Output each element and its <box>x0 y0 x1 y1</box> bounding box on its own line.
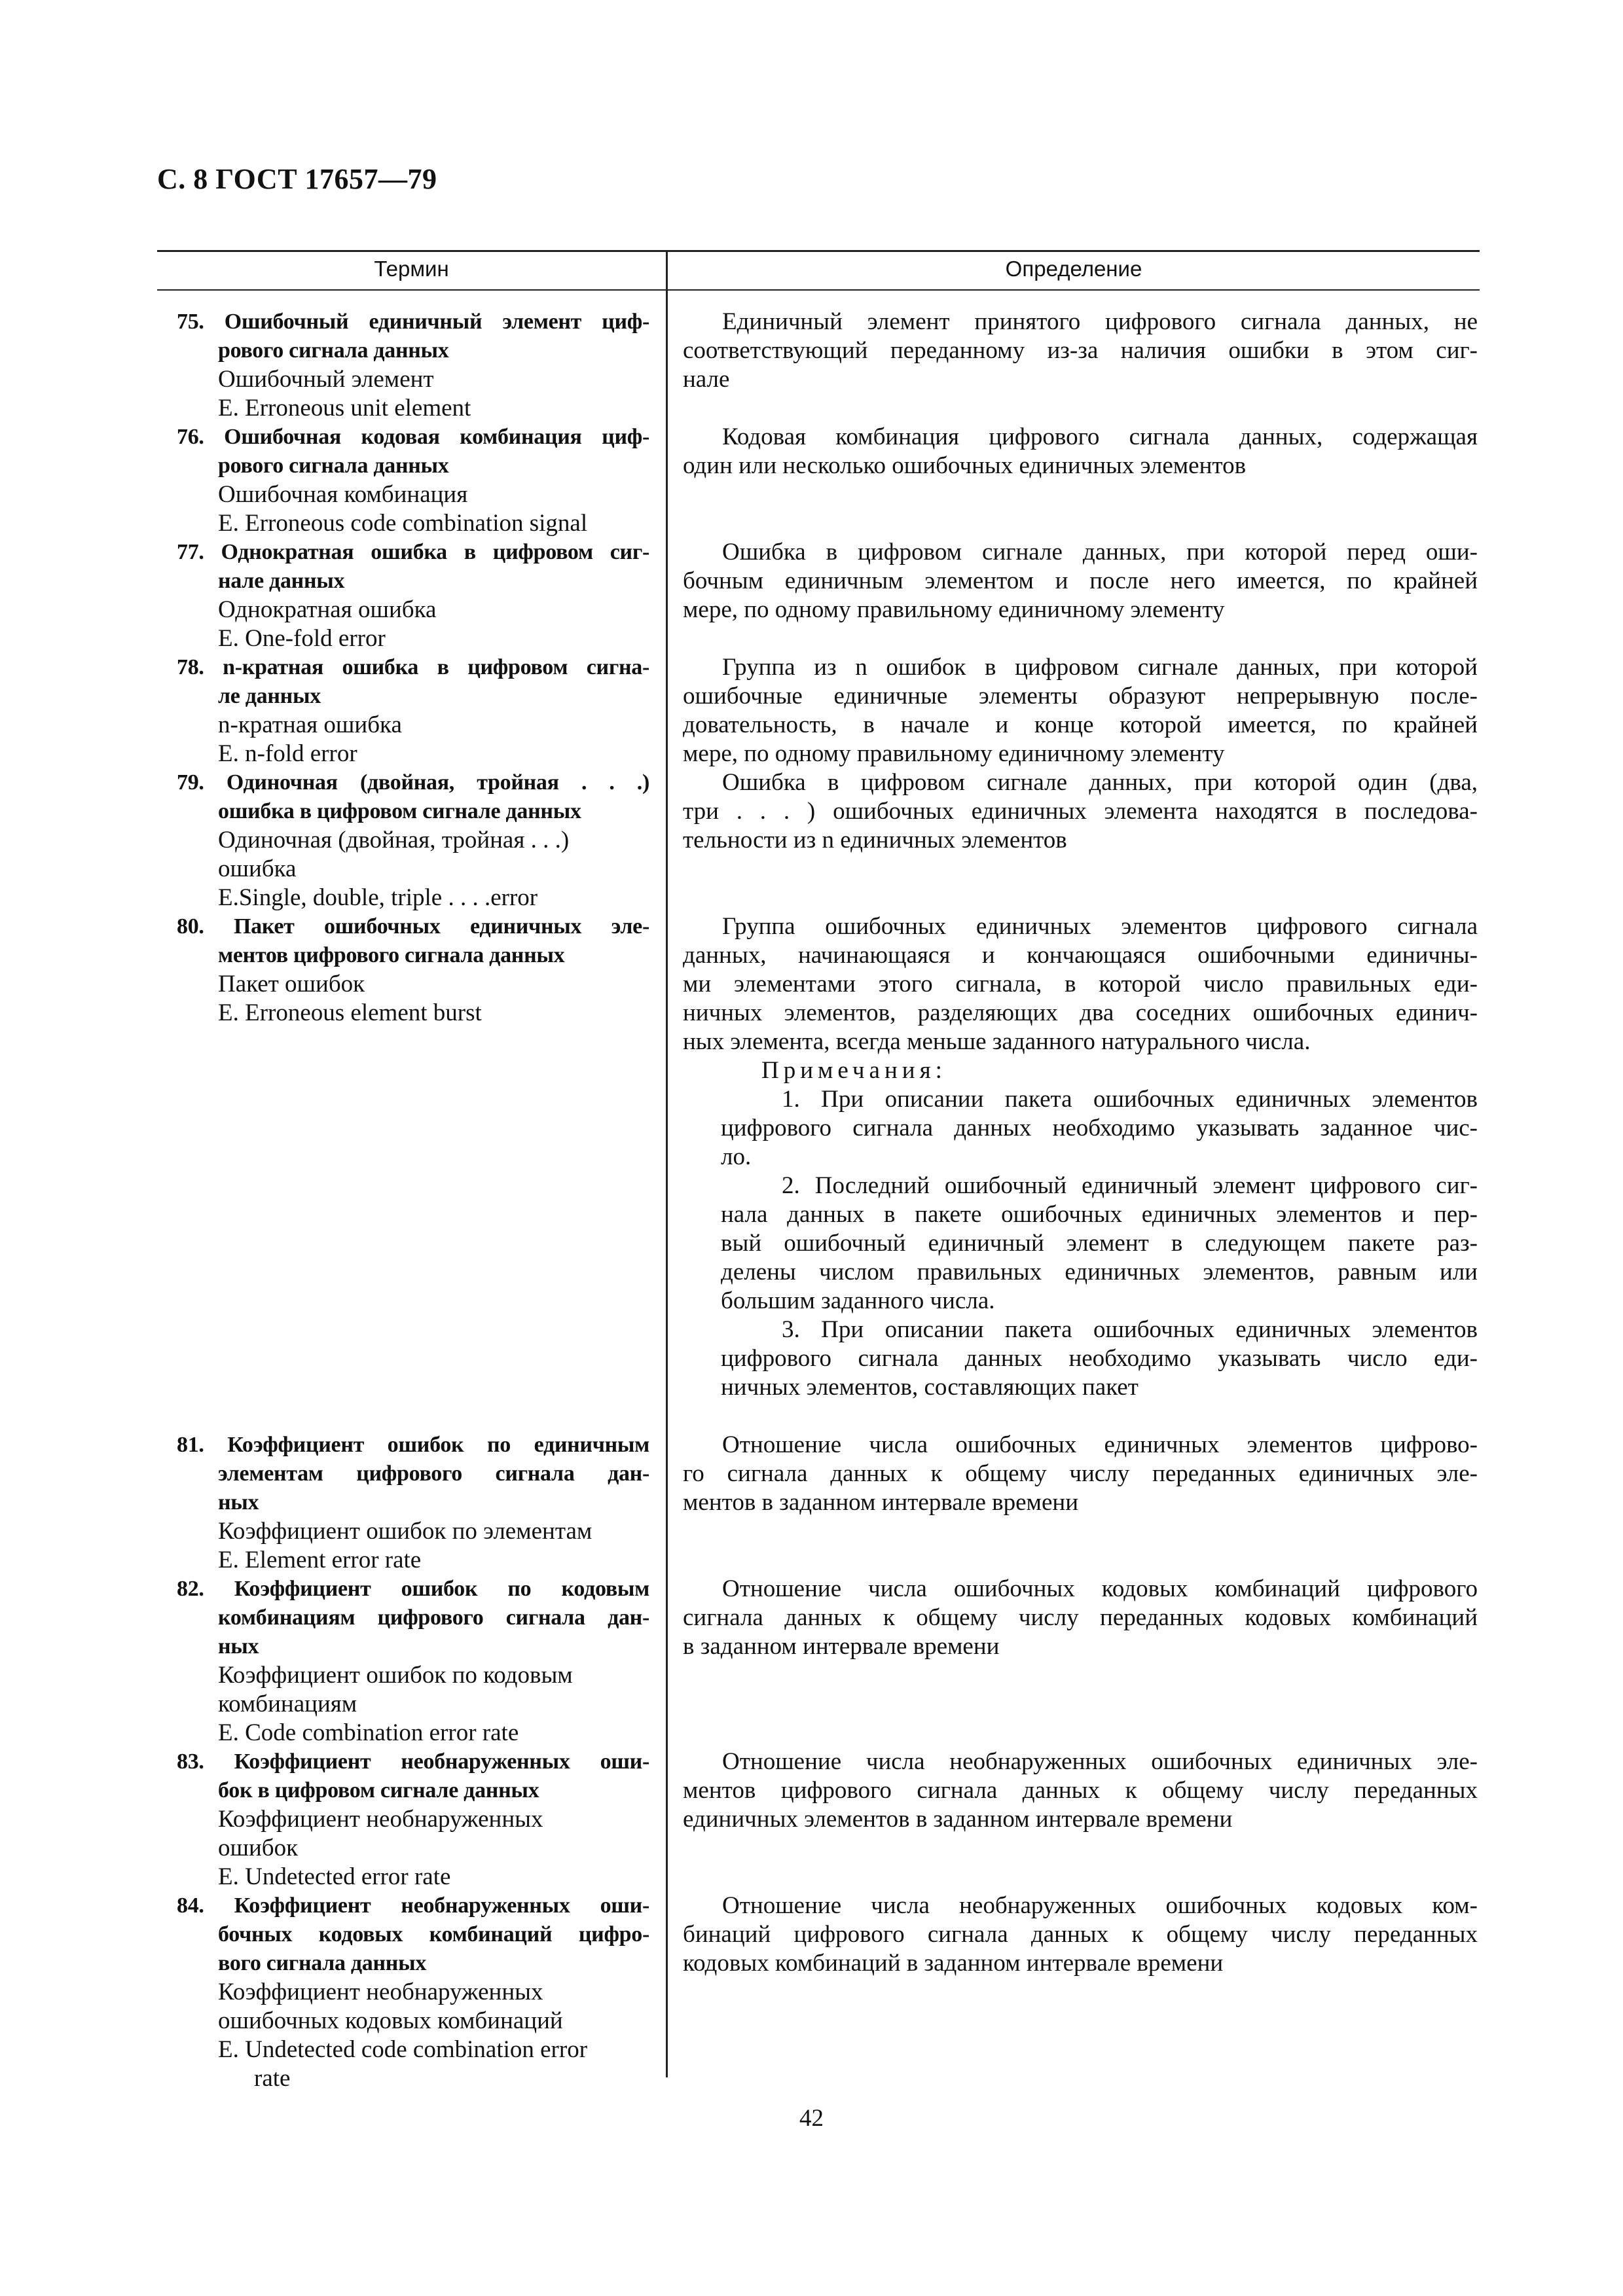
term-synonym-line: Коэффициент ошибок по кодовым <box>218 1662 573 1689</box>
term-synonym-line: Коэффициент ошибок по элементам <box>218 1518 593 1545</box>
definition-line: ничных элементов, разделяющих два соседних ошибочных единич- <box>683 999 1478 1026</box>
definition-entry <box>683 1575 1478 1661</box>
term-synonym-line: E. One-fold error <box>218 625 386 652</box>
column-header-definition: Определение <box>1005 257 1142 281</box>
note-line: ничных элементов, составляющих пакет <box>721 1374 1139 1401</box>
definition-line: ных элемента, всегда меньше заданного натурального числа. <box>683 1028 1311 1055</box>
term-entry <box>157 1575 649 1748</box>
term-synonym-line: E. Code combination error rate <box>218 1719 519 1746</box>
note-line: ло. <box>721 1143 752 1170</box>
definition-line: Отношение числа необнаруженных ошибочных кодовых ком- <box>722 1892 1478 1919</box>
definition-line: нале <box>683 366 730 393</box>
note-line: 1. При описании пакета ошибочных единичных элементов <box>782 1086 1478 1113</box>
definition-line: Группа ошибочных единичных элементов цифрового сигнала <box>722 913 1478 940</box>
term-synonym-line: E. Element error rate <box>218 1547 422 1573</box>
term-name-line: бочных кодовых комбинаций цифро- <box>218 1922 649 1946</box>
term-entry <box>157 1892 649 2093</box>
term-entry <box>157 423 649 538</box>
term-synonym-line: Пакет ошибок <box>218 971 365 997</box>
term-name-line: 77. Однократная ошибка в цифровом сиг- <box>177 540 649 564</box>
term-synonym-line: Однократная ошибка <box>218 596 437 623</box>
definition-line: Группа из n ошибок в цифровом сигнале данных, при которой <box>722 654 1478 681</box>
definition-line: Отношение числа ошибочных единичных элементов цифрово- <box>722 1431 1478 1458</box>
term-synonym-line: E.Single, double, triple . . . .error <box>218 884 538 911</box>
definition-line: три . . . ) ошибочных единичных элемента находятся в последова- <box>683 798 1478 825</box>
note-line: вый ошибочный единичный элемент в следующем пакете раз- <box>721 1230 1478 1257</box>
term-entry <box>157 653 649 768</box>
term-synonym-line: E. Undetected code combination error <box>218 2036 588 2063</box>
note-line: цифрового сигнала данных необходимо указывать число еди- <box>721 1345 1478 1372</box>
note-line: 3. При описании пакета ошибочных единичных элементов <box>782 1316 1478 1343</box>
note-line: 2. Последний ошибочный единичный элемент цифрового сиг- <box>782 1172 1478 1199</box>
table-top-rule <box>157 250 1480 252</box>
page-header: С. 8 ГОСТ 17657—79 <box>157 163 437 195</box>
definition-line: ментов цифрового сигнала данных к общему числу переданных <box>683 1777 1478 1804</box>
definition-line: тельности из n единичных элементов <box>683 827 1067 853</box>
definition-entry <box>683 538 1478 624</box>
term-name-line: ошибка в цифровом сигнале данных <box>218 799 581 823</box>
term-name-line: нале данных <box>218 569 345 593</box>
definition-line: данных, начинающаяся и кончающаяся ошибочными единичны- <box>683 942 1478 969</box>
term-synonym-line: rate <box>254 2065 291 2092</box>
definition-line: в заданном интервале времени <box>683 1633 1000 1660</box>
term-synonym-line: Ошибочная комбинация <box>218 481 468 508</box>
note-line: большим заданного числа. <box>721 1287 995 1314</box>
definition-line: ментов в заданном интервале времени <box>683 1489 1078 1516</box>
column-divider <box>666 250 668 2077</box>
definition-entry <box>683 1431 1478 1517</box>
definition-line: соответствующий переданному из-за наличия ошибки в этом сиг- <box>683 337 1478 364</box>
definition-line: Ошибка в цифровом сигнале данных, при которой перед оши- <box>722 539 1478 565</box>
term-name-line: элементам цифрового сигнала дан- <box>218 1462 649 1486</box>
term-synonym-line: E. Erroneous code combination signal <box>218 510 588 537</box>
column-header-term: Термин <box>374 257 449 281</box>
definition-line: кодовых комбинаций в заданном интервале времени <box>683 1950 1224 1977</box>
definition-line: бочным единичным элементом и после него имеется, по крайней <box>683 567 1478 594</box>
definition-line: Кодовая комбинация цифрового сигнала данных, содержащая <box>722 423 1478 450</box>
definition-line: го сигнала данных к общему числу переданных единичных эле- <box>683 1460 1478 1487</box>
term-entry <box>157 1431 649 1575</box>
term-synonym-line: E. Undetected error rate <box>218 1863 451 1890</box>
definition-entry <box>683 912 1478 1402</box>
table-header-rule <box>157 289 1480 291</box>
definition-entry <box>683 308 1478 394</box>
definition-line: один или несколько ошибочных единичных элементов <box>683 452 1247 479</box>
term-synonym-line: Коэффициент необнаруженных <box>218 1806 543 1833</box>
term-synonym-line: ошибочных кодовых комбинаций <box>218 2007 563 2034</box>
term-name-line: ле данных <box>218 684 321 708</box>
definition-entry <box>683 768 1478 855</box>
term-synonym-line: Ошибочный элемент <box>218 366 434 393</box>
term-name-line: 82. Коэффициент ошибок по кодовым <box>177 1577 649 1601</box>
definition-line: бинаций цифрового сигнала данных к общему числу переданных <box>683 1921 1478 1948</box>
term-synonym-line: ошибок <box>218 1835 299 1861</box>
term-entry <box>157 912 649 1028</box>
definition-line: довательность, в начале и конце которой имеется, по крайней <box>683 711 1478 738</box>
term-synonym-line: Одиночная (двойная, тройная . . .) <box>218 827 570 853</box>
term-name-line: рового сигнала данных <box>218 338 449 363</box>
term-name-line: 83. Коэффициент необнаруженных оши- <box>177 1749 649 1774</box>
term-synonym-line: n-кратная ошибка <box>218 711 402 738</box>
term-name-line: 75. Ошибочный единичный элемент циф- <box>177 310 649 334</box>
definition-line: ми элементами этого сигнала, в которой число правильных еди- <box>683 971 1478 997</box>
term-name-line: ментов цифрового сигнала данных <box>218 943 565 967</box>
definition-entry <box>683 653 1478 768</box>
definition-entry <box>683 1892 1478 1978</box>
term-name-line: вого сигнала данных <box>218 1951 427 1975</box>
term-synonym-line: E. Erroneous unit element <box>218 395 471 422</box>
term-name-line: комбинациям цифрового сигнала дан- <box>218 1605 649 1630</box>
term-name-line: 80. Пакет ошибочных единичных эле- <box>177 914 649 939</box>
term-name-line: 84. Коэффициент необнаруженных оши- <box>177 1893 649 1918</box>
definition-line: Отношение числа необнаруженных ошибочных единичных эле- <box>722 1748 1478 1775</box>
definition-line: единичных элементов в заданном интервале времени <box>683 1806 1233 1833</box>
definition-entry <box>683 423 1478 480</box>
term-name-line: 81. Коэффициент ошибок по единичным <box>177 1433 649 1457</box>
definition-line: Отношение числа ошибочных кодовых комбинаций цифрового <box>722 1575 1478 1602</box>
note-line: цифрового сигнала данных необходимо указывать заданное чис- <box>721 1115 1478 1141</box>
page-number: 42 <box>799 2105 824 2132</box>
definition-line: Единичный элемент принятого цифрового сигнала данных, не <box>722 308 1478 335</box>
term-synonym-line: E. Erroneous element burst <box>218 999 482 1026</box>
definition-line: сигнала данных к общему числу переданных кодовых комбинаций <box>683 1604 1478 1631</box>
notes-title: Примечания: <box>761 1057 947 1084</box>
term-entry <box>157 308 649 423</box>
term-entry <box>157 768 649 912</box>
term-name-line: ных <box>218 1634 259 1659</box>
term-name-line: рового сигнала данных <box>218 454 449 478</box>
term-name-line: бок в цифровом сигнале данных <box>218 1778 539 1803</box>
term-synonym-line: Коэффициент необнаруженных <box>218 1979 543 2005</box>
term-synonym-line: ошибка <box>218 855 297 882</box>
note-line: делены числом правильных единичных элементов, равным или <box>721 1259 1478 1285</box>
definition-line: мере, по одному правильному единичному элементу <box>683 740 1225 767</box>
term-name-line: 76. Ошибочная кодовая комбинация циф- <box>177 425 649 449</box>
note-line: нала данных в пакете ошибочных единичных элементов и пер- <box>721 1201 1478 1228</box>
definition-entry <box>683 1748 1478 1834</box>
term-synonym-line: E. n-fold error <box>218 740 357 767</box>
term-entry <box>157 1748 649 1892</box>
term-synonym-line: комбинациям <box>218 1691 357 1717</box>
definition-line: Ошибка в цифровом сигнале данных, при которой один (два, <box>722 769 1478 796</box>
term-name-line: 79. Одиночная (двойная, тройная . . .) <box>177 770 649 795</box>
term-name-line: 78. n-кратная ошибка в цифровом сигна- <box>177 655 649 679</box>
term-entry <box>157 538 649 653</box>
term-name-line: ных <box>218 1490 259 1515</box>
definition-line: ошибочные единичные элементы образуют непрерывную после- <box>683 683 1478 709</box>
definition-line: мере, по одному правильному единичному элементу <box>683 596 1225 623</box>
